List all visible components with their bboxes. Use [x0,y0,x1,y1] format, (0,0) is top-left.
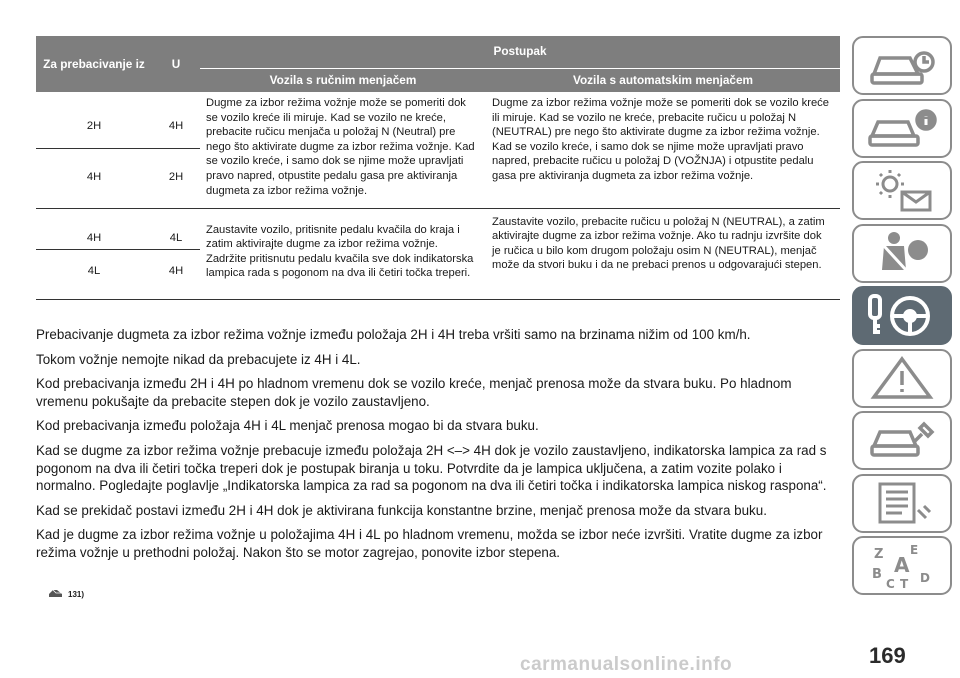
paragraph: Prebacivanje dugmeta za izbor režima vožnje između položaja 2H i 4H treba vršiti samo na brzinama nižim od 100 km/h. [36,327,751,342]
header-procedure: Postupak [200,36,840,68]
svg-text:Z: Z [874,546,884,562]
warning-lights-mail-icon [866,168,938,214]
tab-starting-driving[interactable] [852,286,952,345]
svg-text:E: E [910,542,919,557]
row-to: 4H [152,92,200,148]
row-from: 4H [36,208,152,250]
row-from: 4L [36,250,152,300]
paragraph: Kod prebacivanja između položaja 4H i 4L menjač prenosa mogao bi da stvara buku. [36,418,539,434]
row-to: 4H [152,250,200,300]
header-automatic: Vozila s automatskim menjačem [486,68,840,92]
svg-text:C: C [886,576,895,590]
note-reference-label: 131) [68,590,85,599]
specifications-list-icon [866,480,938,526]
paragraph: Kad se dugme za izbor režima vožnje prebacuje između položaja 2H <–> 4H dok je vozilo zaustavljeno, indikatorska lampica za rad s pogonom na dva ili četiri točka treperi dok je postupak biranja u toku. Potvrdite da je lampica uključena, a zatim vozite polako i normalno. Pogledajte poglavlje „Indikatorska lampica za rad sa pogonom na dva ili četiri točka i indikatorska lampica niskog raspona“. [36,442,827,494]
row-to: 4L [152,208,200,250]
body-text [36,326,842,569]
tab-info[interactable] [852,99,952,158]
header-switch-from: Za prebacivanje iz [36,36,152,92]
svg-text:T: T [900,576,909,590]
alphabetical-index-icon [866,542,938,590]
tab-maintenance[interactable] [852,411,952,470]
paragraph: Tokom vožnje nemojte nikad da prebacujete iz 4H i 4L. [36,351,361,367]
row-from: 2H [36,92,152,148]
tab-technical-data[interactable] [852,474,952,533]
section-tabs [852,36,956,599]
manual-procedure-cell: Zaustavite vozilo, pritisnite pedalu kvačila do kraja i zatim aktivirajte dugme za izbor režima vožnje. Zadržite pritisnutu pedalu kvačila sve dok indikatorska lampica rada s pogonom na dva ili četiri točka treperi. [200,208,486,300]
manual-procedure-cell: Dugme za izbor režima vožnje može se pomeriti dok se vozilo kreće ili miruje. Kad se vozilo ne kreće, prebacite ručicu menjača u položaj N (Neutral) pre nego što aktivirate dugme za izbor režima vožnje. Kad se vozilo kreće, i samo dok se njime može upravljati pravo napred, otpustite pedalu gasa pre aktiviranja dugmeta za izbor režima vožnje. [200,92,486,208]
paragraph: Kad se prekidač postavi između 2H i 4H dok je aktivirana funkcija konstantne brzine, menjač prenosa može da stvara buku. [36,502,767,518]
car-dashboard-icon [866,44,938,88]
svg-text:A: A [894,552,910,577]
page-number: 169 [869,643,906,668]
note-reference[interactable] [48,588,84,601]
warning-triangle-icon [866,355,938,401]
drive-mode-table [36,36,840,300]
tab-index[interactable] [852,536,952,595]
header-manual: Vozila s ručnim menjačem [200,68,486,92]
watermark: carmanualsonline.info [520,654,733,675]
table-row [36,92,840,148]
car-info-icon [866,106,938,150]
seatbelt-airbag-icon [866,230,938,276]
row-from: 4H [36,148,152,208]
key-steering-wheel-icon [864,292,940,340]
svg-text:D: D [920,570,930,585]
table-row [36,208,840,250]
svg-text:B: B [872,566,882,582]
automatic-procedure-cell: Zaustavite vozilo, prebacite ručicu u položaj N (NEUTRAL), a zatim aktivirajte dugme za izbor režima vožnje. Ako tu radnju izvršite dok je ručica u bilo kom drugom položaju osim N (NEUTRAL), menjač može da stvori buku i da ne prebaci prenos u odgovarajući stepen. [486,208,840,300]
tab-warnings[interactable] [852,161,952,220]
tab-dashboard[interactable] [852,36,952,95]
hand-pointer-icon [48,588,64,601]
car-service-icon [866,418,938,464]
tab-emergency[interactable] [852,349,952,408]
header-switch-to: U [152,36,200,92]
paragraph: Kod prebacivanja između 2H i 4H po hladnom vremenu dok se vozilo kreće, menjač prenosa može da stvara buku. Po hladnom vremenu pokušajte da prebacite stepen dok je vozilo zaustavljeno. [36,376,792,409]
row-to: 2H [152,148,200,208]
automatic-procedure-cell: Dugme za izbor režima vožnje može se pomeriti dok se vozilo kreće ili miruje. Kad se vozilo ne kreće, prebacite ručicu u položaj N (NEUTRAL) pre nego što aktivirate dugme za izbor režima vožnje. Kad se vozilo kreće, i samo dok se njime može upravljati pravo napred, prebacite ručicu u položaj D (VOŽNJA) i otpustite pedalu gasa pre aktiviranja dugmeta za izbor režima vožnje. [486,92,840,208]
paragraph: Kad je dugme za izbor režima vožnje u položajima 4H i 4L po hladnom vremenu, možda se izbor neće izvršiti. Vratite dugme za izbor režima vožnje u prethodni položaj. Nakon što se motor zagrejao, ponovite izbor stepena. [36,527,823,560]
tab-safety[interactable] [852,224,952,283]
